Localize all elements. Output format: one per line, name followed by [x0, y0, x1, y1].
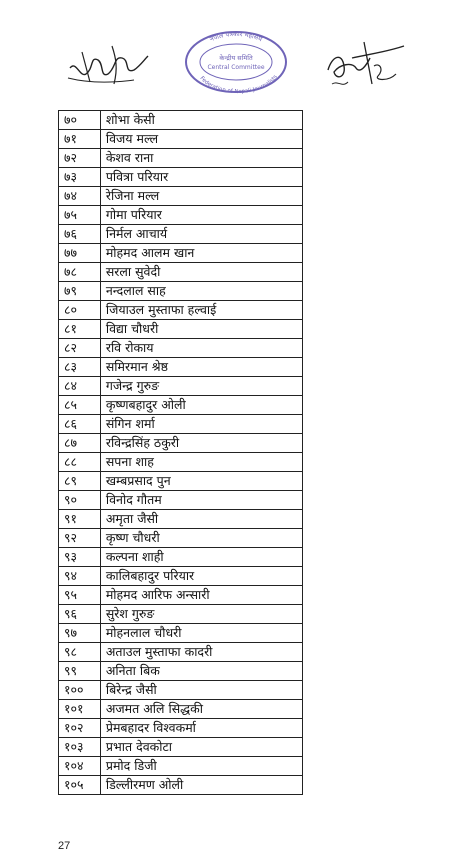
member-name: विनोद गौतम	[100, 491, 302, 510]
row-number: ९८	[59, 643, 101, 662]
names-table-body	[59, 111, 303, 795]
table-row	[59, 529, 303, 548]
table-row	[59, 187, 303, 206]
member-name: मोहमद आलम खान	[100, 244, 302, 263]
member-name: नन्दलाल साह	[100, 282, 302, 301]
table-row	[59, 719, 303, 738]
table-row	[59, 605, 303, 624]
member-name: समिरमान श्रेष्ठ	[100, 358, 302, 377]
row-number: ९९	[59, 662, 101, 681]
member-name: कृष्ण चौधरी	[100, 529, 302, 548]
member-name: गोमा परियार	[100, 206, 302, 225]
member-name: प्रेमबहादर विश्वकर्मा	[100, 719, 302, 738]
member-name: संगिन शर्मा	[100, 415, 302, 434]
member-name: सरला सुवेदी	[100, 263, 302, 282]
table-row	[59, 415, 303, 434]
row-number: ७०	[59, 111, 101, 130]
member-name: रवि रोकाय	[100, 339, 302, 358]
row-number: ८१	[59, 320, 101, 339]
svg-text:Central Committee: Central Committee	[207, 64, 265, 71]
row-number: ८३	[59, 358, 101, 377]
row-number: ८५	[59, 396, 101, 415]
table-row	[59, 700, 303, 719]
table-row	[59, 130, 303, 149]
member-name: बिरेन्द्र जैसी	[100, 681, 302, 700]
member-name: पवित्रा परियार	[100, 168, 302, 187]
table-row	[59, 567, 303, 586]
table-row	[59, 358, 303, 377]
table-row	[59, 453, 303, 472]
table-row	[59, 149, 303, 168]
member-name: विद्या चौधरी	[100, 320, 302, 339]
table-row	[59, 624, 303, 643]
member-name: निर्मल आचार्य	[100, 225, 302, 244]
row-number: ९७	[59, 624, 101, 643]
table-row	[59, 339, 303, 358]
member-name: अमृता जैसी	[100, 510, 302, 529]
member-name: प्रभात देवकोटा	[100, 738, 302, 757]
member-name: अनिता बिक	[100, 662, 302, 681]
member-name: कल्पना शाही	[100, 548, 302, 567]
member-name: रविन्द्रसिंह ठकुरी	[100, 434, 302, 453]
member-name: जियाउल मुस्ताफा हल्वाई	[100, 301, 302, 320]
row-number: ७३	[59, 168, 101, 187]
table-row	[59, 168, 303, 187]
row-number: ८२	[59, 339, 101, 358]
table-row	[59, 320, 303, 339]
table-row	[59, 586, 303, 605]
row-number: ७६	[59, 225, 101, 244]
member-name: अजमत अलि सिद्धकी	[100, 700, 302, 719]
row-number: ९०	[59, 491, 101, 510]
row-number: ७१	[59, 130, 101, 149]
row-number: १०२	[59, 719, 101, 738]
row-number: ९३	[59, 548, 101, 567]
member-name: डिल्लीरमण ओली	[100, 776, 302, 795]
table-row	[59, 776, 303, 795]
page-number: 27	[58, 840, 71, 852]
svg-text:नेपाल पत्रकार महासंघ: नेपाल पत्रकार महासंघ	[208, 29, 264, 44]
svg-text:Federation of Nepali Journalis: Federation of Nepali Journalists	[198, 74, 279, 94]
organization-seal	[182, 28, 290, 94]
table-row	[59, 282, 303, 301]
names-table	[58, 110, 303, 795]
row-number: ७२	[59, 149, 101, 168]
member-name: गजेन्द्र गुरुङ	[100, 377, 302, 396]
row-number: १०४	[59, 757, 101, 776]
row-number: १०१	[59, 700, 101, 719]
table-row	[59, 301, 303, 320]
row-number: ९५	[59, 586, 101, 605]
row-number: ९६	[59, 605, 101, 624]
row-number: ९४	[59, 567, 101, 586]
table-row	[59, 472, 303, 491]
row-number: ८८	[59, 453, 101, 472]
document-header	[0, 0, 473, 108]
table-row	[59, 510, 303, 529]
row-number: ८४	[59, 377, 101, 396]
member-name: प्रमोद डिजी	[100, 757, 302, 776]
member-name: मोहनलाल चौधरी	[100, 624, 302, 643]
member-name: कृष्णबहादुर ओली	[100, 396, 302, 415]
row-number: ७५	[59, 206, 101, 225]
table-row	[59, 434, 303, 453]
row-number: ८७	[59, 434, 101, 453]
signature-left	[64, 38, 154, 90]
member-name: रेजिना मल्ल	[100, 187, 302, 206]
member-name: कालिबहादुर परियार	[100, 567, 302, 586]
row-number: १०३	[59, 738, 101, 757]
row-number: ७७	[59, 244, 101, 263]
table-row	[59, 681, 303, 700]
table-row	[59, 244, 303, 263]
member-name: शोभा केसी	[100, 111, 302, 130]
table-row	[59, 548, 303, 567]
svg-text:केन्द्रीय समिति: केन्द्रीय समिति	[219, 54, 253, 62]
row-number: ८०	[59, 301, 101, 320]
row-number: ८६	[59, 415, 101, 434]
member-name: खम्बप्रसाद पुन	[100, 472, 302, 491]
member-name: मोहमद आरिफ अन्सारी	[100, 586, 302, 605]
table-row	[59, 111, 303, 130]
table-row	[59, 643, 303, 662]
member-name: केशव राना	[100, 149, 302, 168]
row-number: ७८	[59, 263, 101, 282]
member-name: सपना शाह	[100, 453, 302, 472]
member-name: अताउल मुस्ताफा कादरी	[100, 643, 302, 662]
table-row	[59, 491, 303, 510]
table-row	[59, 377, 303, 396]
row-number: ७४	[59, 187, 101, 206]
table-row	[59, 396, 303, 415]
signature-right	[322, 36, 412, 92]
member-name: सुरेश गुरुङ	[100, 605, 302, 624]
table-row	[59, 263, 303, 282]
row-number: १०५	[59, 776, 101, 795]
row-number: ९१	[59, 510, 101, 529]
row-number: ७९	[59, 282, 101, 301]
member-name: विजय मल्ल	[100, 130, 302, 149]
table-row	[59, 225, 303, 244]
table-row	[59, 738, 303, 757]
row-number: १००	[59, 681, 101, 700]
table-row	[59, 662, 303, 681]
row-number: ८९	[59, 472, 101, 491]
table-row	[59, 757, 303, 776]
row-number: ९२	[59, 529, 101, 548]
table-row	[59, 206, 303, 225]
